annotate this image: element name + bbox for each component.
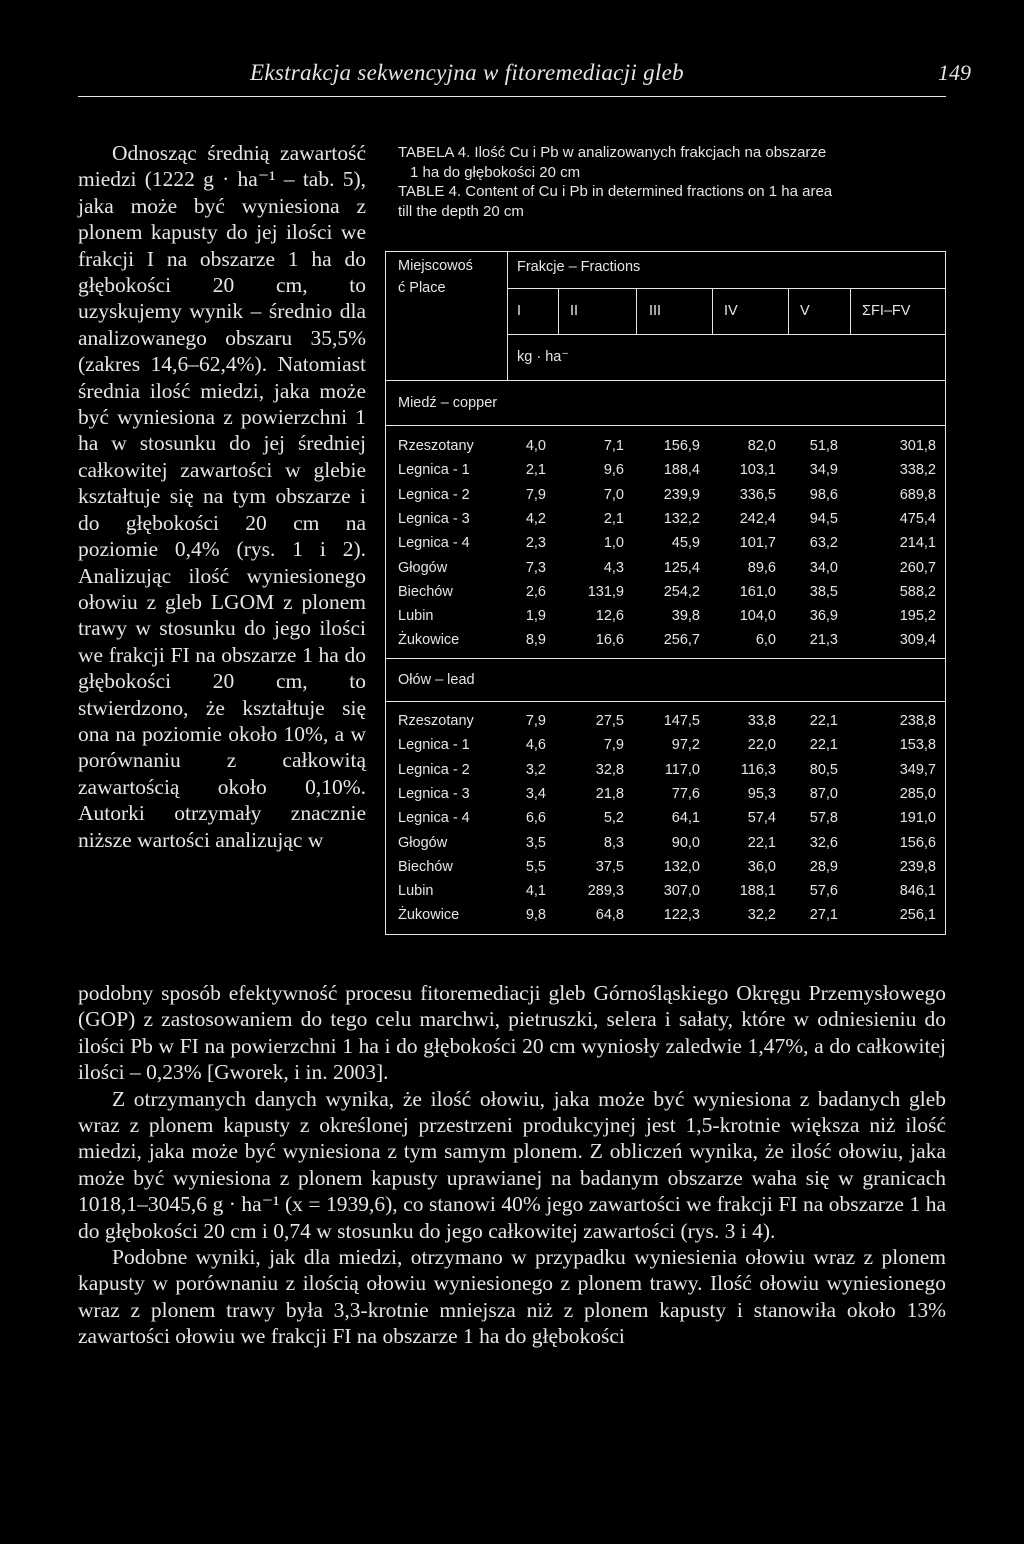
value-cell: 38,5 xyxy=(809,583,838,600)
value-cell: 846,1 xyxy=(899,883,936,900)
value-cell: 3,2 xyxy=(525,761,546,778)
value-cell: 7,9 xyxy=(603,737,624,754)
value-cell: 34,0 xyxy=(809,559,838,576)
value-cell: 45,9 xyxy=(671,535,700,552)
lead-table-row xyxy=(386,835,947,857)
value-cell: 12,6 xyxy=(595,608,624,625)
value-cell: 588,2 xyxy=(899,583,936,600)
bottom-text xyxy=(78,980,946,1350)
lead-table-row xyxy=(386,762,947,784)
place-cell: Biechów xyxy=(398,583,453,600)
paragraph: Podobne wyniki, jak dla miedzi, otrzymano w przypadku wyniesienia ołowiu wraz z plonem kapusty w porównaniu z ilością ołowiu wyniesionego z plonem trawy. Ilość ołowiu wyniesionego wraz z plonem trawy była 3,3-krotnie mniejsza niż z plonem kapusty i stanowiła około 13% zawartości ołowiu we frakcji FI na obszarze 1 ha do głębokości xyxy=(78,1245,946,1349)
value-cell: 89,6 xyxy=(747,559,776,576)
value-cell: 22,1 xyxy=(809,713,838,729)
value-cell: 32,6 xyxy=(809,834,838,851)
value-cell: 33,8 xyxy=(747,713,776,729)
lead-table-row xyxy=(386,786,947,808)
place-cell: Biechów xyxy=(398,858,453,875)
place-cell: Rzeszotany xyxy=(398,713,474,729)
table-rule xyxy=(558,288,559,334)
value-cell: 1,9 xyxy=(525,608,546,625)
value-cell: 87,0 xyxy=(809,785,838,802)
value-cell: 309,4 xyxy=(899,632,936,649)
value-cell: 6,0 xyxy=(755,632,776,649)
value-cell: 195,2 xyxy=(899,608,936,625)
place-cell: Legnica - 2 xyxy=(398,761,470,778)
value-cell: 63,2 xyxy=(809,535,838,552)
value-cell: 7,1 xyxy=(603,438,624,454)
value-cell: 336,5 xyxy=(739,486,776,503)
value-cell: 689,8 xyxy=(899,486,936,503)
paragraph: Z otrzymanych danych wynika, że ilość ołowiu, jaka może być wyniesiona z badanych gleb wraz z plonem kapusty z określonej przestrzeni produkcyjnej jest 1,5-krotnie większa niż ilość miedzi, jaka może być wyniesiona z tym samym plonem. Z obliczeń wynika, że ilość ołowiu, jaka może być wyniesiona z plonem kapusty uprawianej na badanym obszarze waha się w granicach 1018,1–3045,6 g · ha⁻¹ (x = 1939,6), co stanowi 40% jego zawartości we frakcji FI na obszarze 1 ha do głębokości 20 cm i 0,74 w stosunku do jego całkowitej zawartości (rys. 3 i 4). xyxy=(78,1086,946,1243)
lead-table-row xyxy=(386,907,947,929)
value-cell: 7,0 xyxy=(603,486,624,503)
lead-table-row xyxy=(386,859,947,881)
value-cell: 1,0 xyxy=(603,535,624,552)
value-cell: 188,4 xyxy=(663,462,700,479)
value-cell: 51,8 xyxy=(809,438,838,454)
value-cell: 34,9 xyxy=(809,462,838,479)
value-cell: 4,6 xyxy=(525,737,546,754)
value-cell: 57,8 xyxy=(809,810,838,827)
value-cell: 2,3 xyxy=(525,535,546,552)
value-cell: 153,8 xyxy=(899,737,936,754)
lead-table-row xyxy=(386,737,947,759)
place-cell: Legnica - 4 xyxy=(398,810,470,827)
value-cell: 64,8 xyxy=(595,907,624,924)
value-cell: 7,3 xyxy=(525,559,546,576)
value-cell: 3,5 xyxy=(525,834,546,851)
value-cell: 39,8 xyxy=(671,608,700,625)
value-cell: 4,1 xyxy=(525,883,546,900)
value-cell: 37,5 xyxy=(595,858,624,875)
value-cell: 36,9 xyxy=(809,608,838,625)
value-cell: 122,3 xyxy=(663,907,700,924)
place-cell: Legnica - 1 xyxy=(398,737,470,754)
column-header-sum: ΣFI–FV xyxy=(862,303,911,319)
value-cell: 8,9 xyxy=(525,632,546,649)
value-cell: 104,0 xyxy=(739,608,776,625)
value-cell: 132,0 xyxy=(663,858,700,875)
value-cell: 147,5 xyxy=(663,713,700,729)
value-cell: 36,0 xyxy=(747,858,776,875)
caption-en-line-2: till the depth 20 cm xyxy=(398,202,524,220)
copper-table-row xyxy=(386,632,947,654)
table-caption xyxy=(398,143,946,221)
column-header-I: I xyxy=(517,303,522,319)
value-cell: 98,6 xyxy=(809,486,838,503)
value-cell: 32,2 xyxy=(747,907,776,924)
value-cell: 94,5 xyxy=(809,510,838,527)
value-cell: 101,7 xyxy=(739,535,776,552)
value-cell: 22,0 xyxy=(747,737,776,754)
value-cell: 307,0 xyxy=(663,883,700,900)
value-cell: 2,6 xyxy=(525,583,546,600)
table-rule xyxy=(788,288,789,334)
place-cell: Legnica - 1 xyxy=(398,462,470,479)
place-cell: Legnica - 3 xyxy=(398,785,470,802)
value-cell: 64,1 xyxy=(671,810,700,827)
running-header xyxy=(0,60,1024,94)
lead-table-row xyxy=(386,713,947,735)
value-cell: 97,2 xyxy=(671,737,700,754)
value-cell: 27,5 xyxy=(595,713,624,729)
value-cell: 9,8 xyxy=(525,907,546,924)
header-rule xyxy=(78,96,946,97)
value-cell: 5,2 xyxy=(603,810,624,827)
lead-section-label: Ołów – lead xyxy=(398,672,475,688)
place-cell: Żukowice xyxy=(398,632,460,649)
value-cell: 4,2 xyxy=(525,510,546,527)
value-cell: 349,7 xyxy=(899,761,936,778)
value-cell: 4,0 xyxy=(525,438,546,454)
table-rule xyxy=(386,380,945,381)
place-cell: Legnica - 2 xyxy=(398,486,470,503)
place-cell: Głogów xyxy=(398,834,448,851)
value-cell: 28,9 xyxy=(809,858,838,875)
copper-table-row xyxy=(386,511,947,533)
value-cell: 125,4 xyxy=(663,559,700,576)
value-cell: 239,9 xyxy=(663,486,700,503)
value-cell: 80,5 xyxy=(809,761,838,778)
value-cell: 239,8 xyxy=(899,858,936,875)
table-rule xyxy=(386,701,945,702)
value-cell: 289,3 xyxy=(587,883,624,900)
place-header-line-2: ć Place xyxy=(398,280,446,296)
value-cell: 3,4 xyxy=(525,785,546,802)
value-cell: 6,6 xyxy=(525,810,546,827)
value-cell: 8,3 xyxy=(603,834,624,851)
value-cell: 156,6 xyxy=(899,834,936,851)
place-cell: Rzeszotany xyxy=(398,438,474,454)
place-header-line-1: Miejscowoś xyxy=(398,258,473,274)
value-cell: 156,9 xyxy=(663,438,700,454)
column-header-II: II xyxy=(570,303,579,319)
value-cell: 5,5 xyxy=(525,858,546,875)
value-cell: 90,0 xyxy=(671,834,700,851)
table-rule xyxy=(507,252,508,380)
copper-table-row xyxy=(386,560,947,582)
copper-section-label: Miedź – copper xyxy=(398,395,498,411)
value-cell: 95,3 xyxy=(747,785,776,802)
table-rule xyxy=(636,288,637,334)
place-cell: Głogów xyxy=(398,559,448,576)
table-rule xyxy=(386,658,945,659)
place-cell: Lubin xyxy=(398,883,434,900)
copper-table-row xyxy=(386,584,947,606)
value-cell: 242,4 xyxy=(739,510,776,527)
caption-pl-line-1: TABELA 4. Ilość Cu i Pb w analizowanych frakcjach na obszarze xyxy=(398,144,827,161)
copper-table-row xyxy=(386,487,947,509)
value-cell: 57,6 xyxy=(809,883,838,900)
table-rule xyxy=(712,288,713,334)
value-cell: 22,1 xyxy=(747,834,776,851)
place-cell: Legnica - 4 xyxy=(398,535,470,552)
caption-en-line-1: TABLE 4. Content of Cu i Pb in determined fractions on 1 ha area xyxy=(398,183,833,200)
lead-table-row xyxy=(386,883,947,905)
value-cell: 260,7 xyxy=(899,559,936,576)
paragraph: podobny sposób efektywność procesu fitoremediacji gleb Górnośląskiego Okręgu Przemysłowego (GOP) z zastosowaniem do tego celu marchwi, pietruszki, selera i sałaty, które w odniesieniu do ilości Pb w FI na powierzchni 1 ha i do głębokości 20 cm wyniosły zaledwie 1,47%, a do całkowitej ilości – 0,23% [Gworek, i in. 2003]. xyxy=(78,981,946,1085)
value-cell: 21,3 xyxy=(809,632,838,649)
value-cell: 16,6 xyxy=(595,632,624,649)
caption-pl-line-2: 1 ha do głębokości 20 cm xyxy=(410,163,581,181)
value-cell: 256,7 xyxy=(663,632,700,649)
value-cell: 188,1 xyxy=(739,883,776,900)
value-cell: 214,1 xyxy=(899,535,936,552)
paragraph: Odnosząc średnią zawartość miedzi (1222 g · ha⁻¹ – tab. 5), jaka może być wyniesiona z plonem kapusty do jej ilości we frakcji I na obszarze 1 ha do głębokości 20 cm, to uzyskujemy wynik – średnio dla analizowanego obszaru 35,5% (zakres 14,6–62,4%). Natomiast średnia ilość miedzi, jaka może być wyniesiona z powierzchni 1 ha w stosunku do jej średniej całkowitej zawartości w glebie kształtuje się na tym obszarze i do głębokości 20 cm na poziomie 0,4% (rys. 1 i 2). Analizując ilość wyniesionego ołowiu z gleb LGOM z plonem trawy w stosunku do jego ilości we frakcji FI na obszarze 1 ha do głębokości 20 cm, to stwierdzono, że kształtuje się ona na poziomie około 10%, a w porównaniu z całkowitą zawartością około 0,10%. Autorki otrzymały znacznie niższe wartości analizując w xyxy=(78,141,366,852)
value-cell: 2,1 xyxy=(525,462,546,479)
table-rule xyxy=(386,425,945,426)
value-cell: 4,3 xyxy=(603,559,624,576)
place-cell: Żukowice xyxy=(398,907,460,924)
value-cell: 131,9 xyxy=(587,583,624,600)
value-cell: 103,1 xyxy=(739,462,776,479)
lead-table-row xyxy=(386,810,947,832)
table-rule xyxy=(850,288,851,334)
page-number: 149 xyxy=(938,60,971,85)
value-cell: 254,2 xyxy=(663,583,700,600)
column-header-III: III xyxy=(649,303,662,319)
value-cell: 57,4 xyxy=(747,810,776,827)
value-cell: 285,0 xyxy=(899,785,936,802)
unit-label: kg · ha⁻ xyxy=(517,349,569,365)
value-cell: 238,8 xyxy=(899,713,936,729)
value-cell: 256,1 xyxy=(899,907,936,924)
left-column-text xyxy=(78,140,366,853)
value-cell: 338,2 xyxy=(899,462,936,479)
fractions-header: Frakcje – Fractions xyxy=(517,259,641,275)
place-cell: Legnica - 3 xyxy=(398,510,470,527)
value-cell: 9,6 xyxy=(603,462,624,479)
copper-table-row xyxy=(386,438,947,460)
value-cell: 191,0 xyxy=(899,810,936,827)
value-cell: 475,4 xyxy=(899,510,936,527)
value-cell: 7,9 xyxy=(525,486,546,503)
running-header-title: Ekstrakcja sekwencyjna w fitoremediacji gleb xyxy=(250,60,684,85)
data-table xyxy=(385,251,946,935)
value-cell: 82,0 xyxy=(747,438,776,454)
value-cell: 132,2 xyxy=(663,510,700,527)
value-cell: 116,3 xyxy=(740,761,776,778)
value-cell: 7,9 xyxy=(525,713,546,729)
column-header-IV: IV xyxy=(724,303,738,319)
column-header-V: V xyxy=(800,303,810,319)
value-cell: 117,0 xyxy=(664,761,700,778)
copper-table-row xyxy=(386,608,947,630)
table-rule xyxy=(507,334,945,335)
value-cell: 161,0 xyxy=(739,583,776,600)
place-cell: Lubin xyxy=(398,608,434,625)
copper-table-row xyxy=(386,535,947,557)
copper-table-row xyxy=(386,462,947,484)
value-cell: 77,6 xyxy=(671,785,700,802)
value-cell: 22,1 xyxy=(809,737,838,754)
value-cell: 32,8 xyxy=(595,761,624,778)
value-cell: 27,1 xyxy=(809,907,838,924)
table-rule xyxy=(507,288,945,289)
value-cell: 21,8 xyxy=(595,785,624,802)
value-cell: 2,1 xyxy=(603,510,624,527)
value-cell: 301,8 xyxy=(899,438,936,454)
